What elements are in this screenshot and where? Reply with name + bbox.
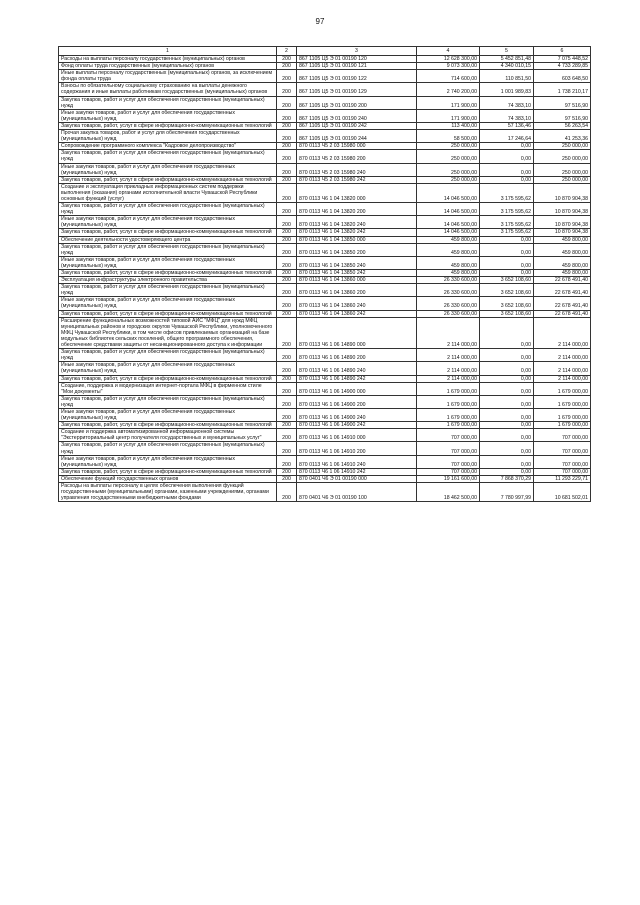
row-name: Сопровождение программного комплекса "Кадровое делопроизводство" bbox=[59, 143, 277, 150]
table-row bbox=[59, 395, 591, 408]
page-number: 97 bbox=[315, 17, 325, 26]
row-budget-classification: 870 0113 Ч6 1 04 13850 000 bbox=[297, 236, 417, 243]
row-remaining-amount: 97 516,90 bbox=[534, 109, 591, 122]
row-line-code: 200 bbox=[277, 284, 297, 297]
row-executed-amount: 0,00 bbox=[480, 317, 534, 348]
row-remaining-amount: 1 679 000,00 bbox=[534, 395, 591, 408]
row-budget-classification: 870 0113 Ч6 1 04 13860 000 bbox=[297, 277, 417, 284]
row-name: Иные закупки товаров, работ и услуг для обеспечения государственных (муниципальных) нужд bbox=[59, 362, 277, 375]
row-executed-amount: 0,00 bbox=[480, 455, 534, 468]
row-name: Закупка товаров, работ, услуг в сфере информационно-коммуникационных технологий bbox=[59, 270, 277, 277]
row-name: Расширение функциональных возможностей типовой АИС "МФЦ" для нужд МФЦ муниципальных районов и городских округов Чувашской Республики, уполномоченного МФЦ Чувашской Республики, в том числе офисов привлекаемых организаций на базе модульных библиотек сельских поселений, общего программного обеспечения, обеспечение средствами защиты от несанкционированного доступа к информации bbox=[59, 317, 277, 348]
table-row bbox=[59, 143, 591, 150]
row-remaining-amount: 22 678 491,40 bbox=[534, 284, 591, 297]
row-name: Эксплуатация инфраструктуры электронного правительства bbox=[59, 277, 277, 284]
row-budget-classification: 870 0113 Ч6 1 06 14910 242 bbox=[297, 468, 417, 475]
row-name: Закупка товаров, работ, услуг в сфере информационно-коммуникационных технологий bbox=[59, 176, 277, 183]
table-row bbox=[59, 183, 591, 202]
row-approved-amount: 26 330 600,00 bbox=[417, 284, 480, 297]
column-header-2: 2 bbox=[277, 47, 297, 56]
row-executed-amount: 0,00 bbox=[480, 176, 534, 183]
row-budget-classification: 867 1105 Ц5 Э 01 00190 240 bbox=[297, 109, 417, 122]
row-line-code: 200 bbox=[277, 216, 297, 229]
table-row bbox=[59, 236, 591, 243]
table-row bbox=[59, 96, 591, 109]
row-approved-amount: 171 900,00 bbox=[417, 109, 480, 122]
table-row bbox=[59, 349, 591, 362]
row-budget-classification: 870 0113 Ч6 1 04 13850 242 bbox=[297, 270, 417, 277]
row-approved-amount: 9 073 300,00 bbox=[417, 63, 480, 70]
row-name: Расходы на выплаты персоналу в целях обеспечения выполнения функций государственными (муниципальными) органами, казенными учреждениями, органами управления государственными внебюджетными фондами bbox=[59, 483, 277, 502]
row-line-code: 200 bbox=[277, 183, 297, 202]
row-approved-amount: 250 000,00 bbox=[417, 143, 480, 150]
row-approved-amount: 459 800,00 bbox=[417, 256, 480, 269]
row-line-code: 200 bbox=[277, 375, 297, 382]
row-name: Фонд оплаты труда государственных (муниципальных) органов bbox=[59, 63, 277, 70]
row-approved-amount: 1 679 000,00 bbox=[417, 395, 480, 408]
table-header-row bbox=[59, 47, 591, 56]
row-executed-amount: 0,00 bbox=[480, 468, 534, 475]
row-executed-amount: 3 652 108,60 bbox=[480, 284, 534, 297]
row-name: Закупка товаров, работ и услуг для обеспечения государственных (муниципальных) нужд bbox=[59, 349, 277, 362]
row-executed-amount: 0,00 bbox=[480, 395, 534, 408]
row-name: Иные закупки товаров, работ и услуг для обеспечения государственных (муниципальных) нужд bbox=[59, 408, 277, 421]
table-row bbox=[59, 375, 591, 382]
row-budget-classification: 870 0113 Ч5 2 03 15980 000 bbox=[297, 143, 417, 150]
row-executed-amount: 0,00 bbox=[480, 270, 534, 277]
row-name: Иные закупки товаров, работ и услуг для обеспечения государственных (муниципальных) нужд bbox=[59, 163, 277, 176]
row-executed-amount: 3 175 595,62 bbox=[480, 203, 534, 216]
row-line-code: 200 bbox=[277, 83, 297, 96]
row-remaining-amount: 1 738 210,17 bbox=[534, 83, 591, 96]
row-remaining-amount: 10 870 904,38 bbox=[534, 216, 591, 229]
row-name: Закупка товаров, работ, услуг в сфере информационно-коммуникационных технологий bbox=[59, 122, 277, 129]
row-executed-amount: 17 246,64 bbox=[480, 130, 534, 143]
table-row bbox=[59, 229, 591, 236]
row-name: Обеспечение функций государственных органов bbox=[59, 475, 277, 482]
row-executed-amount: 0,00 bbox=[480, 429, 534, 442]
row-approved-amount: 714 600,00 bbox=[417, 70, 480, 83]
row-name: Иные закупки товаров, работ и услуг для обеспечения государственных (муниципальных) нужд bbox=[59, 109, 277, 122]
row-line-code: 200 bbox=[277, 483, 297, 502]
row-budget-classification: 870 0113 Ч6 1 06 14900 242 bbox=[297, 422, 417, 429]
row-budget-classification: 870 0401 Ч6 Э 01 00190 100 bbox=[297, 483, 417, 502]
row-line-code: 200 bbox=[277, 277, 297, 284]
row-line-code: 200 bbox=[277, 122, 297, 129]
row-name: Создание и эксплуатация прикладных информационных систем поддержки выполнения (оказания) органами исполнительной власти Чувашской Республики основных функций (услуг) bbox=[59, 183, 277, 202]
row-budget-classification: 870 0113 Ч6 1 04 13850 240 bbox=[297, 256, 417, 269]
row-approved-amount: 1 679 000,00 bbox=[417, 422, 480, 429]
row-remaining-amount: 459 800,00 bbox=[534, 243, 591, 256]
row-budget-classification: 867 1105 Ц5 Э 01 00190 200 bbox=[297, 96, 417, 109]
row-approved-amount: 171 900,00 bbox=[417, 96, 480, 109]
table-row bbox=[59, 130, 591, 143]
row-remaining-amount: 459 800,00 bbox=[534, 270, 591, 277]
row-line-code: 200 bbox=[277, 143, 297, 150]
row-line-code: 200 bbox=[277, 362, 297, 375]
row-name: Иные закупки товаров, работ и услуг для обеспечения государственных (муниципальных) нужд bbox=[59, 216, 277, 229]
row-budget-classification: 870 0113 Ч6 1 06 14890 200 bbox=[297, 349, 417, 362]
row-approved-amount: 18 462 500,00 bbox=[417, 483, 480, 502]
row-budget-classification: 870 0113 Ч6 1 04 13860 240 bbox=[297, 297, 417, 310]
row-name: Создание, поддержка и модернизация интернет-портала МФЦ в фирменном стиле "Мои документы" bbox=[59, 382, 277, 395]
table-row bbox=[59, 455, 591, 468]
table-row bbox=[59, 243, 591, 256]
row-remaining-amount: 459 800,00 bbox=[534, 236, 591, 243]
row-remaining-amount: 2 114 000,00 bbox=[534, 375, 591, 382]
row-approved-amount: 707 000,00 bbox=[417, 429, 480, 442]
row-name: Закупка товаров, работ и услуг для обеспечения государственных (муниципальных) нужд bbox=[59, 395, 277, 408]
row-budget-classification: 870 0113 Ч6 1 04 13820 242 bbox=[297, 229, 417, 236]
table-row bbox=[59, 277, 591, 284]
column-header-6: 6 bbox=[534, 47, 591, 56]
row-executed-amount: 3 175 595,62 bbox=[480, 229, 534, 236]
row-approved-amount: 19 161 600,00 bbox=[417, 475, 480, 482]
row-budget-classification: 867 1105 Ц5 Э 01 00190 129 bbox=[297, 83, 417, 96]
row-approved-amount: 12 628 300,00 bbox=[417, 56, 480, 63]
row-remaining-amount: 2 114 000,00 bbox=[534, 349, 591, 362]
row-budget-classification: 870 0113 Ч6 1 04 13820 240 bbox=[297, 216, 417, 229]
row-executed-amount: 1 001 989,83 bbox=[480, 83, 534, 96]
row-line-code: 200 bbox=[277, 408, 297, 421]
row-name: Закупка товаров, работ, услуг в сфере информационно-коммуникационных технологий bbox=[59, 375, 277, 382]
row-remaining-amount: 4 733 289,85 bbox=[534, 63, 591, 70]
row-line-code: 200 bbox=[277, 130, 297, 143]
table-row bbox=[59, 150, 591, 163]
row-name: Закупка товаров, работ и услуг для обеспечения государственных (муниципальных) нужд bbox=[59, 96, 277, 109]
row-approved-amount: 707 000,00 bbox=[417, 455, 480, 468]
row-name: Иные закупки товаров, работ и услуг для обеспечения государственных (муниципальных) нужд bbox=[59, 297, 277, 310]
column-header-4: 4 bbox=[417, 47, 480, 56]
row-budget-classification: 870 0113 Ч6 1 06 14890 242 bbox=[297, 375, 417, 382]
table-row bbox=[59, 83, 591, 96]
row-name: Прочая закупка товаров, работ и услуг для обеспечения государственных (муниципальных) нужд bbox=[59, 130, 277, 143]
table-row bbox=[59, 468, 591, 475]
table-row bbox=[59, 56, 591, 63]
row-approved-amount: 2 114 000,00 bbox=[417, 362, 480, 375]
row-approved-amount: 26 330 600,00 bbox=[417, 277, 480, 284]
row-remaining-amount: 22 678 491,40 bbox=[534, 310, 591, 317]
row-executed-amount: 0,00 bbox=[480, 256, 534, 269]
row-line-code: 200 bbox=[277, 429, 297, 442]
row-executed-amount: 3 175 595,62 bbox=[480, 183, 534, 202]
table-row bbox=[59, 270, 591, 277]
row-executed-amount: 0,00 bbox=[480, 362, 534, 375]
row-executed-amount: 57 136,46 bbox=[480, 122, 534, 129]
table-row bbox=[59, 70, 591, 83]
column-header-1: 1 bbox=[59, 47, 277, 56]
row-remaining-amount: 1 679 000,00 bbox=[534, 408, 591, 421]
budget-table bbox=[58, 46, 591, 502]
row-line-code: 200 bbox=[277, 297, 297, 310]
row-budget-classification: 870 0113 Ч6 1 06 14910 000 bbox=[297, 429, 417, 442]
row-approved-amount: 14 046 500,00 bbox=[417, 216, 480, 229]
row-line-code: 200 bbox=[277, 236, 297, 243]
row-remaining-amount: 603 648,50 bbox=[534, 70, 591, 83]
table-row bbox=[59, 297, 591, 310]
row-remaining-amount: 22 678 491,40 bbox=[534, 277, 591, 284]
row-remaining-amount: 41 253,36 bbox=[534, 130, 591, 143]
row-executed-amount: 7 868 370,29 bbox=[480, 475, 534, 482]
row-approved-amount: 250 000,00 bbox=[417, 150, 480, 163]
row-line-code: 200 bbox=[277, 70, 297, 83]
row-line-code: 200 bbox=[277, 96, 297, 109]
table-row bbox=[59, 176, 591, 183]
row-budget-classification: 870 0113 Ч6 1 06 14890 000 bbox=[297, 317, 417, 348]
row-approved-amount: 2 114 000,00 bbox=[417, 375, 480, 382]
row-name: Закупка товаров, работ, услуг в сфере информационно-коммуникационных технологий bbox=[59, 468, 277, 475]
row-remaining-amount: 250 000,00 bbox=[534, 176, 591, 183]
row-budget-classification: 870 0113 Ч5 2 03 15980 242 bbox=[297, 176, 417, 183]
row-executed-amount: 0,00 bbox=[480, 442, 534, 455]
row-executed-amount: 3 652 108,60 bbox=[480, 310, 534, 317]
row-executed-amount: 0,00 bbox=[480, 408, 534, 421]
row-executed-amount: 0,00 bbox=[480, 422, 534, 429]
row-approved-amount: 2 740 200,00 bbox=[417, 83, 480, 96]
row-line-code: 200 bbox=[277, 310, 297, 317]
row-line-code: 200 bbox=[277, 468, 297, 475]
row-remaining-amount: 10 681 502,01 bbox=[534, 483, 591, 502]
row-approved-amount: 459 800,00 bbox=[417, 236, 480, 243]
row-line-code: 200 bbox=[277, 56, 297, 63]
row-approved-amount: 14 046 500,00 bbox=[417, 203, 480, 216]
row-line-code: 200 bbox=[277, 442, 297, 455]
row-line-code: 200 bbox=[277, 422, 297, 429]
row-approved-amount: 707 000,00 bbox=[417, 442, 480, 455]
row-line-code: 200 bbox=[277, 176, 297, 183]
row-remaining-amount: 1 679 000,00 bbox=[534, 422, 591, 429]
row-remaining-amount: 10 870 904,38 bbox=[534, 229, 591, 236]
row-budget-classification: 870 0113 Ч6 1 04 13850 200 bbox=[297, 243, 417, 256]
table-row bbox=[59, 317, 591, 348]
row-line-code: 200 bbox=[277, 455, 297, 468]
row-name: Взносы по обязательному социальному страхованию на выплаты денежного содержания и иные выплаты работникам государственных (муниципальных) органов bbox=[59, 83, 277, 96]
row-line-code: 200 bbox=[277, 109, 297, 122]
row-name: Иные выплаты персоналу государственных (муниципальных) органов, за исключением фонда оплаты труда bbox=[59, 70, 277, 83]
row-budget-classification: 870 0113 Ч6 1 04 13820 200 bbox=[297, 203, 417, 216]
row-line-code: 200 bbox=[277, 256, 297, 269]
row-name: Обеспечение деятельности удостоверяющего центра bbox=[59, 236, 277, 243]
row-budget-classification: 870 0113 Ч6 1 06 14900 240 bbox=[297, 408, 417, 421]
row-remaining-amount: 707 000,00 bbox=[534, 468, 591, 475]
row-line-code: 200 bbox=[277, 243, 297, 256]
row-name: Расходы на выплаты персоналу государственных (муниципальных) органов bbox=[59, 56, 277, 63]
row-remaining-amount: 56 263,54 bbox=[534, 122, 591, 129]
row-budget-classification: 870 0401 Ч6 Э 01 00190 000 bbox=[297, 475, 417, 482]
row-line-code: 200 bbox=[277, 150, 297, 163]
row-line-code: 200 bbox=[277, 317, 297, 348]
row-name: Закупка товаров, работ и услуг для обеспечения государственных (муниципальных) нужд bbox=[59, 150, 277, 163]
row-budget-classification: 870 0113 Ч5 2 03 15980 240 bbox=[297, 163, 417, 176]
row-executed-amount: 0,00 bbox=[480, 349, 534, 362]
row-executed-amount: 110 851,50 bbox=[480, 70, 534, 83]
row-remaining-amount: 7 075 448,52 bbox=[534, 56, 591, 63]
row-executed-amount: 0,00 bbox=[480, 236, 534, 243]
table-row bbox=[59, 122, 591, 129]
table-row bbox=[59, 310, 591, 317]
row-executed-amount: 0,00 bbox=[480, 243, 534, 256]
row-approved-amount: 459 800,00 bbox=[417, 243, 480, 256]
column-header-5: 5 bbox=[480, 47, 534, 56]
row-approved-amount: 26 330 600,00 bbox=[417, 310, 480, 317]
row-executed-amount: 0,00 bbox=[480, 382, 534, 395]
row-name: Закупка товаров, работ, услуг в сфере информационно-коммуникационных технологий bbox=[59, 229, 277, 236]
table-row bbox=[59, 422, 591, 429]
row-executed-amount: 0,00 bbox=[480, 163, 534, 176]
row-executed-amount: 0,00 bbox=[480, 375, 534, 382]
row-executed-amount: 74 383,10 bbox=[480, 109, 534, 122]
row-executed-amount: 74 383,10 bbox=[480, 96, 534, 109]
table-row bbox=[59, 382, 591, 395]
row-budget-classification: 867 1105 Ц5 Э 01 00190 244 bbox=[297, 130, 417, 143]
row-approved-amount: 250 000,00 bbox=[417, 163, 480, 176]
table-row bbox=[59, 256, 591, 269]
table-row bbox=[59, 408, 591, 421]
row-approved-amount: 14 046 500,00 bbox=[417, 183, 480, 202]
row-approved-amount: 26 330 600,00 bbox=[417, 297, 480, 310]
table-row bbox=[59, 109, 591, 122]
row-approved-amount: 707 000,00 bbox=[417, 468, 480, 475]
row-approved-amount: 1 679 000,00 bbox=[417, 408, 480, 421]
row-remaining-amount: 707 000,00 bbox=[534, 429, 591, 442]
table-row bbox=[59, 475, 591, 482]
row-remaining-amount: 11 293 229,71 bbox=[534, 475, 591, 482]
row-name: Закупка товаров, работ, услуг в сфере информационно-коммуникационных технологий bbox=[59, 422, 277, 429]
row-remaining-amount: 250 000,00 bbox=[534, 150, 591, 163]
table-row bbox=[59, 362, 591, 375]
row-line-code: 200 bbox=[277, 349, 297, 362]
row-name: Иные закупки товаров, работ и услуг для обеспечения государственных (муниципальных) нужд bbox=[59, 256, 277, 269]
row-approved-amount: 113 400,00 bbox=[417, 122, 480, 129]
row-remaining-amount: 707 000,00 bbox=[534, 442, 591, 455]
row-executed-amount: 0,00 bbox=[480, 143, 534, 150]
row-remaining-amount: 2 114 000,00 bbox=[534, 317, 591, 348]
row-remaining-amount: 250 000,00 bbox=[534, 163, 591, 176]
row-remaining-amount: 2 114 000,00 bbox=[534, 362, 591, 375]
column-header-3: 3 bbox=[297, 47, 417, 56]
row-budget-classification: 870 0113 Ч5 2 03 15980 200 bbox=[297, 150, 417, 163]
row-executed-amount: 5 452 851,48 bbox=[480, 56, 534, 63]
row-executed-amount: 3 652 108,60 bbox=[480, 277, 534, 284]
row-budget-classification: 870 0113 Ч6 1 06 14890 240 bbox=[297, 362, 417, 375]
row-remaining-amount: 1 679 000,00 bbox=[534, 382, 591, 395]
row-line-code: 200 bbox=[277, 63, 297, 70]
row-line-code: 200 bbox=[277, 229, 297, 236]
row-name: Закупка товаров, работ и услуг для обеспечения государственных (муниципальных) нужд bbox=[59, 203, 277, 216]
row-line-code: 200 bbox=[277, 270, 297, 277]
row-budget-classification: 870 0113 Ч6 1 06 14910 240 bbox=[297, 455, 417, 468]
row-remaining-amount: 10 870 904,38 bbox=[534, 183, 591, 202]
table-row bbox=[59, 442, 591, 455]
row-executed-amount: 3 652 108,60 bbox=[480, 297, 534, 310]
row-name: Создание и поддержка автоматизированной информационной системы "Экстерриториальный центр получателя государственных и муниципальных услуг" bbox=[59, 429, 277, 442]
row-line-code: 200 bbox=[277, 163, 297, 176]
row-budget-classification: 870 0113 Ч6 1 04 13860 242 bbox=[297, 310, 417, 317]
table-row bbox=[59, 216, 591, 229]
table-row bbox=[59, 163, 591, 176]
row-name: Закупка товаров, работ и услуг для обеспечения государственных (муниципальных) нужд bbox=[59, 243, 277, 256]
row-line-code: 200 bbox=[277, 395, 297, 408]
row-remaining-amount: 459 800,00 bbox=[534, 256, 591, 269]
row-name: Закупка товаров, работ и услуг для обеспечения государственных (муниципальных) нужд bbox=[59, 284, 277, 297]
table-row bbox=[59, 203, 591, 216]
row-remaining-amount: 250 000,00 bbox=[534, 143, 591, 150]
row-executed-amount: 4 340 010,15 bbox=[480, 63, 534, 70]
row-budget-classification: 870 0113 Ч6 1 06 14910 200 bbox=[297, 442, 417, 455]
row-approved-amount: 1 679 000,00 bbox=[417, 382, 480, 395]
row-remaining-amount: 22 678 491,40 bbox=[534, 297, 591, 310]
row-budget-classification: 870 0113 Ч6 1 04 13820 000 bbox=[297, 183, 417, 202]
row-approved-amount: 250 000,00 bbox=[417, 176, 480, 183]
row-executed-amount: 7 780 997,99 bbox=[480, 483, 534, 502]
row-approved-amount: 58 500,00 bbox=[417, 130, 480, 143]
row-budget-classification: 867 1105 Ц5 Э 01 00190 120 bbox=[297, 56, 417, 63]
row-name: Иные закупки товаров, работ и услуг для обеспечения государственных (муниципальных) нужд bbox=[59, 455, 277, 468]
row-executed-amount: 0,00 bbox=[480, 150, 534, 163]
row-line-code: 200 bbox=[277, 382, 297, 395]
table-row bbox=[59, 63, 591, 70]
row-line-code: 200 bbox=[277, 475, 297, 482]
row-approved-amount: 459 800,00 bbox=[417, 270, 480, 277]
row-line-code: 200 bbox=[277, 203, 297, 216]
row-remaining-amount: 97 516,90 bbox=[534, 96, 591, 109]
table-row bbox=[59, 429, 591, 442]
row-remaining-amount: 10 870 904,38 bbox=[534, 203, 591, 216]
row-approved-amount: 14 046 500,00 bbox=[417, 229, 480, 236]
row-budget-classification: 870 0113 Ч6 1 04 13860 200 bbox=[297, 284, 417, 297]
table-row bbox=[59, 483, 591, 502]
row-budget-classification: 867 1105 Ц5 Э 01 00190 122 bbox=[297, 70, 417, 83]
row-approved-amount: 2 114 000,00 bbox=[417, 349, 480, 362]
row-budget-classification: 867 1105 Ц5 Э 01 00190 242 bbox=[297, 122, 417, 129]
row-executed-amount: 3 175 595,62 bbox=[480, 216, 534, 229]
row-name: Закупка товаров, работ и услуг для обеспечения государственных (муниципальных) нужд bbox=[59, 442, 277, 455]
row-budget-classification: 870 0113 Ч6 1 06 14900 200 bbox=[297, 395, 417, 408]
row-budget-classification: 867 1105 Ц5 Э 01 00190 121 bbox=[297, 63, 417, 70]
row-name: Закупка товаров, работ, услуг в сфере информационно-коммуникационных технологий bbox=[59, 310, 277, 317]
row-remaining-amount: 707 000,00 bbox=[534, 455, 591, 468]
row-approved-amount: 2 114 000,00 bbox=[417, 317, 480, 348]
row-budget-classification: 870 0113 Ч6 1 06 14900 000 bbox=[297, 382, 417, 395]
table-row bbox=[59, 284, 591, 297]
